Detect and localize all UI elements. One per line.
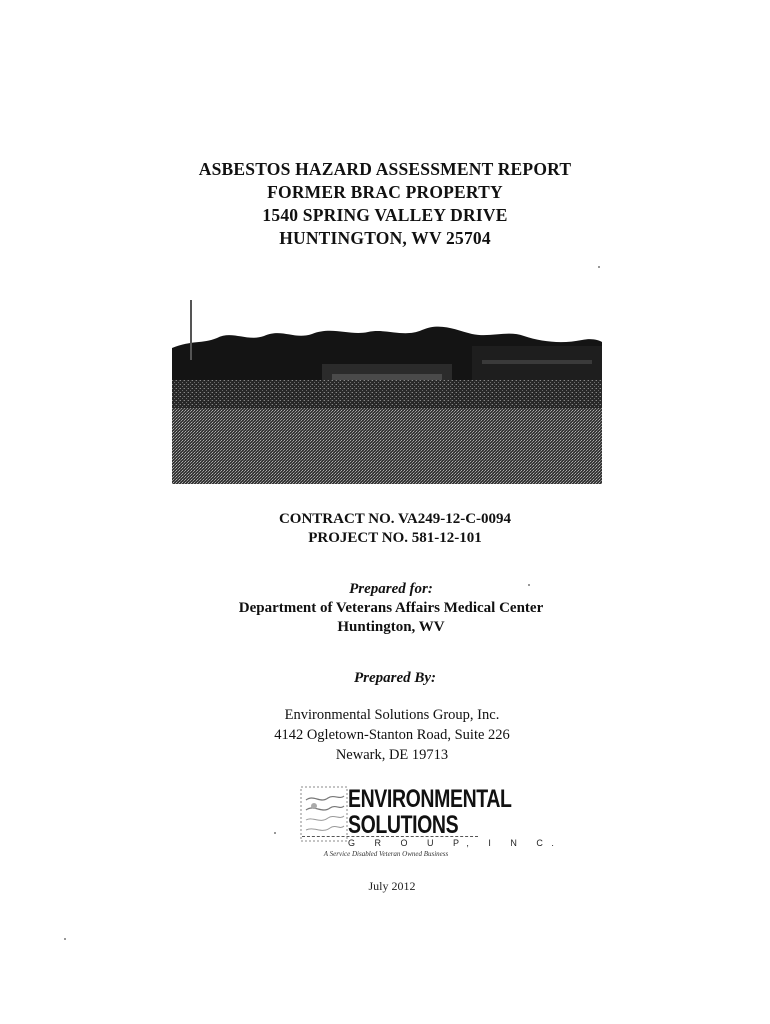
logo-wordmark-line1: ENVIRONMENTAL [348,785,512,813]
contract-number: CONTRACT NO. VA249-12-C-0094 [278,511,512,527]
preparer-city: Newark, DE 19713 [335,747,449,763]
logo-group-text: G R O U P, I N C. [348,838,563,848]
title-line: 1540 SPRING VALLEY DRIVE [262,205,508,225]
logo-wordmark-line2: SOLUTIONS [348,811,459,839]
property-photo [172,300,602,484]
title-line: ASBESTOS HAZARD ASSESSMENT REPORT [198,159,572,179]
scan-speck [274,832,276,834]
contract-info [0,510,770,548]
report-date: July 2012 [368,879,416,893]
title-line: FORMER BRAC PROPERTY [267,182,503,202]
client-organization: Department of Veterans Affairs Medical Center [238,600,544,616]
scan-speck [528,584,530,586]
scan-speck [64,938,66,940]
scan-speck [598,266,600,268]
title-line: HUNTINGTON, WV 25704 [279,228,491,248]
preparer-company: Environmental Solutions Group, Inc. [284,707,500,723]
prepared-for-section [0,580,770,637]
preparer-street: 4142 Ogletown-Stanton Road, Suite 226 [274,727,510,743]
logo-tagline: A Service Disabled Veteran Owned Business [323,850,449,858]
prepared-by-label: Prepared By: [353,670,437,686]
project-number: PROJECT NO. 581-12-101 [308,530,482,546]
prepared-by-section [0,669,770,688]
logo-emblem-icon [300,786,348,842]
report-title [0,158,770,250]
preparer-address [0,705,770,765]
client-location: Huntington, WV [337,619,445,635]
prepared-for-label: Prepared for: [349,581,433,597]
